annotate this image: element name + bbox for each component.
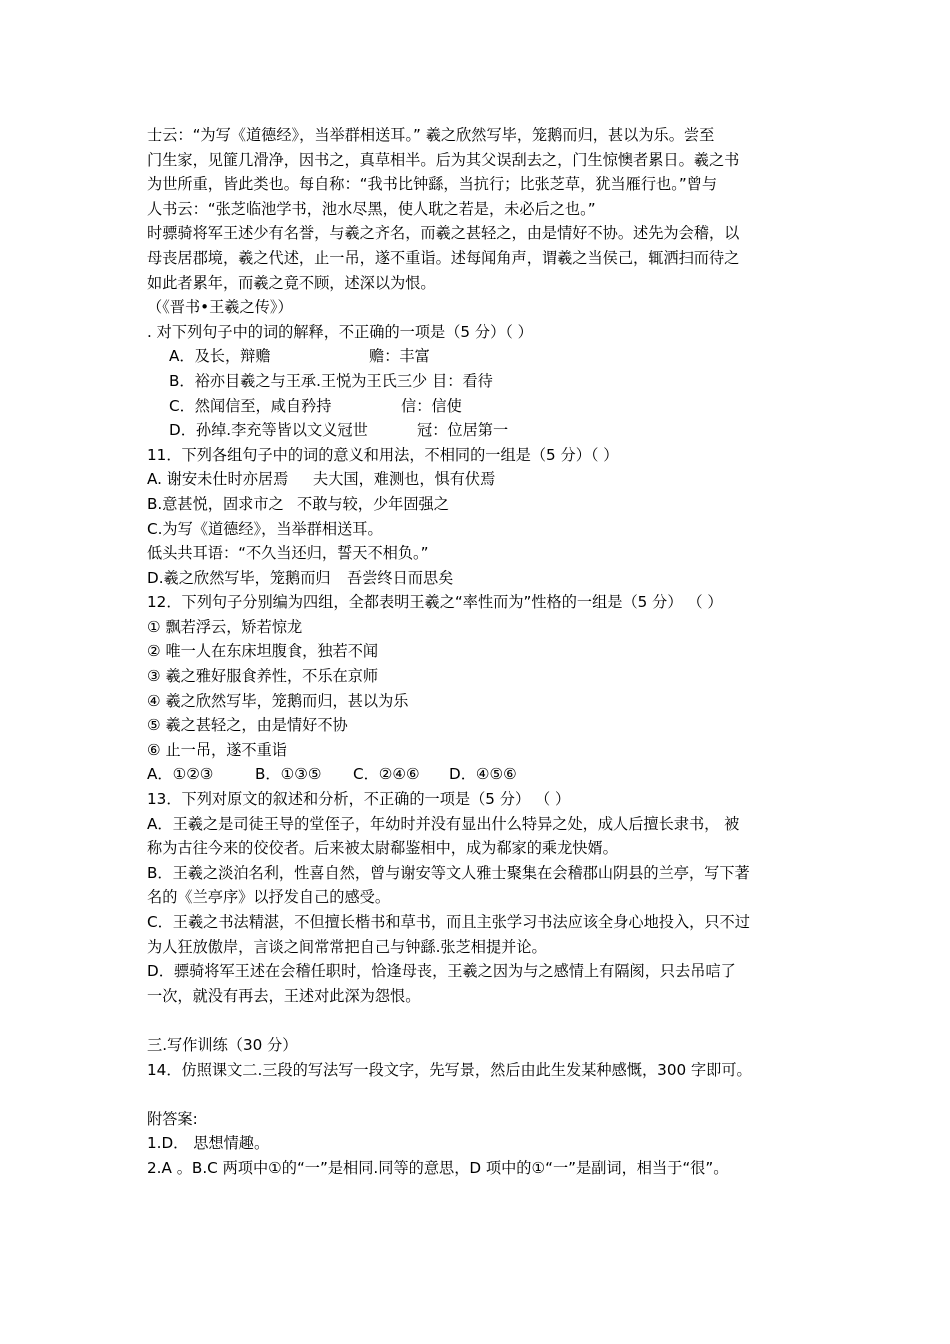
list-item: ① 飘若浮云，矫若惊龙	[147, 617, 303, 636]
passage-line: 如此者累年，而羲之竟不顾，述深以为恨。	[147, 273, 436, 292]
choice-d: D．④⑤⑥	[449, 765, 517, 784]
option-line: 低头共耳语：“不久当还归，誓天不相负。”	[147, 544, 429, 563]
passage-line: 母丧居郡境，羲之代述，止一吊，遂不重诣。述每闻角声，谓羲之当侯己，辄洒扫而待之	[147, 248, 740, 267]
spacer	[147, 1082, 827, 1107]
option-text: 夫大国，难测也，惧有伏焉	[313, 470, 496, 489]
option-gloss: 冠：位居第一	[417, 421, 509, 440]
passage	[147, 123, 827, 320]
option-line: 名的《兰亭序》以抒发自己的感受。	[147, 888, 390, 907]
question-10	[147, 320, 827, 443]
list-item: ④ 羲之欣然写毕，笼鹅而归，甚以为乐	[147, 691, 409, 710]
option-line	[147, 369, 827, 394]
option-text: C．然闻信至，咸自矜持	[169, 396, 332, 415]
answer-line: 2.A 。B.C 两项中①的“一”是相同.同等的意思，D 项中的①“一”是副词，相当于“很”。	[147, 1158, 729, 1177]
list-item: ⑤ 羲之甚轻之，由是情好不协	[147, 716, 348, 735]
question-stem: 11．下列各组句子中的词的意义和用法，不相同的一组是（5 分）（ ）	[147, 445, 619, 464]
answer-choices	[147, 762, 827, 787]
choice-a: A．①②③	[147, 765, 214, 784]
spacer	[147, 1008, 827, 1033]
passage-line: 时骠骑将军王述少有名誉，与羲之齐名，而羲之甚轻之，由是情好不协。述先为会稽，以	[147, 224, 740, 243]
option-text: D.羲之欣然写毕，笼鹅而归	[147, 568, 331, 587]
option-text: A. 谢安未仕时亦居焉	[147, 470, 289, 489]
list-item: ③ 羲之雅好服食养性，不乐在京师	[147, 667, 379, 686]
option-gloss: 信：信使	[401, 396, 462, 415]
option-text: B．裕亦目羲之与王承.王悦为王氏三少 目：看待	[169, 371, 493, 390]
option-line: C.为写《道德经》，当举群相送耳。	[147, 519, 383, 538]
question-stem: 13．下列对原文的叙述和分析，不正确的一项是（5 分） （ ）	[147, 790, 571, 809]
passage-line: 人书云：“张芝临池学书，池水尽黑，使人耽之若是，未必后之也。”	[147, 199, 596, 218]
option-line: 为人狂放傲岸，言谈之间常常把自己与钟繇.张芝相提并论。	[147, 937, 547, 956]
option-line	[147, 418, 827, 443]
passage-source: （《晋书•王羲之传》）	[147, 298, 293, 317]
option-line: 称为古往今来的佼佼者。后来被太尉郗鉴相中，成为郗家的乘龙快婿。	[147, 839, 618, 858]
question-stem: . 对下列句子中的词的解释，不正确的一项是（5 分）（ ）	[147, 322, 533, 341]
answer-line: 1.D． 思想情趣。	[147, 1134, 270, 1153]
option-line: 一次，就没有再去，王述对此深为怨恨。	[147, 986, 421, 1005]
option-line	[147, 394, 827, 419]
list-item: ② 唯一人在东床坦腹食，独若不闻	[147, 642, 379, 661]
choice-b: B．①③⑤	[255, 765, 322, 784]
option-text: D．孙绰.李充等皆以文义冠世	[169, 421, 368, 440]
option-text: 不敢与较，少年固强之	[297, 494, 449, 513]
option-gloss: 赡：丰富	[369, 347, 430, 366]
question-11	[147, 443, 827, 591]
option-text: A．及长，辩赡	[169, 347, 271, 366]
option-line	[147, 344, 827, 369]
passage-line: 士云：“为写《道德经》，当举群相送耳。” 羲之欣然写毕，笼鹅而归，甚以为乐。尝至	[147, 126, 715, 144]
answers-section	[147, 1107, 827, 1181]
list-item: ⑥ 止一吊，遂不重诣	[147, 740, 287, 759]
option-line: C．王羲之书法精湛，不但擅长楷书和草书，而且主张学习书法应该全身心地投入，只不过	[147, 913, 750, 931]
option-line	[147, 492, 827, 517]
passage-line: 为世所重，皆此类也。每自称：“我书比钟繇，当抗行；比张芝草，犹当雁行也。”曾与	[147, 175, 718, 194]
choice-c: C．②④⑥	[353, 765, 420, 784]
question-12	[147, 590, 827, 787]
option-text: 吾尝终日而思矣	[347, 568, 454, 587]
passage-line: 门生家，见篚几滑净，因书之，真草相半。后为其父误刮去之，门生惊懊者累日。羲之书	[147, 150, 740, 169]
writing-section	[147, 1033, 827, 1082]
section-heading: 三.写作训练（30 分）	[147, 1035, 298, 1054]
section-heading: 附答案:	[147, 1109, 198, 1128]
document-body	[147, 123, 827, 1181]
option-line: A．王羲之是司徒王导的堂侄子，年幼时并没有显出什么特异之处，成人后擅长隶书， 被	[147, 814, 740, 833]
option-line	[147, 467, 827, 492]
question-stem: 12．下列句子分别编为四组，全都表明王羲之“率性而为”性格的一组是（5 分） （ ）	[147, 593, 723, 612]
option-text: B.意甚悦，固求市之	[147, 494, 284, 513]
question-13	[147, 787, 827, 1008]
question-stem: 14．仿照课文二.三段的写法写一段文字，先写景，然后由此生发某种感慨，300 字即可。	[147, 1060, 752, 1079]
option-line: B．王羲之淡泊名利，性喜自然，曾与谢安等文人雅士聚集在会稽郡山阴县的兰亭，写下著	[147, 863, 750, 882]
option-line: D．骠骑将军王述在会稽任职时，恰逢母丧，王羲之因为与之感情上有隔阂，只去吊唁了	[147, 962, 736, 981]
option-line	[147, 566, 827, 591]
